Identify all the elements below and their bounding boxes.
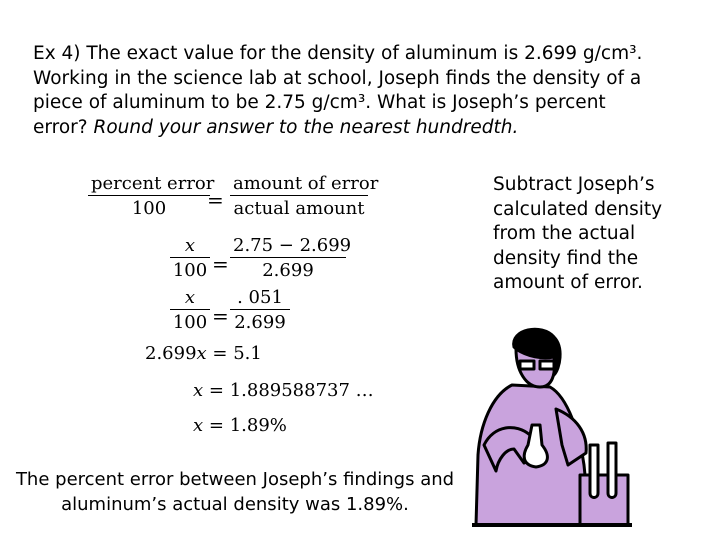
step6-equation bbox=[193, 415, 287, 436]
step1-right-fraction bbox=[230, 173, 379, 219]
step1-left-fraction bbox=[88, 173, 215, 219]
step3-right-denominator: 2.699 bbox=[234, 312, 286, 333]
step2-left-denominator: 100 bbox=[172, 260, 208, 281]
step5-equation bbox=[193, 380, 374, 401]
step4-result: = 5.1 bbox=[212, 343, 262, 364]
step1-equals: = bbox=[207, 188, 224, 212]
step2-left-numerator: x bbox=[170, 235, 210, 258]
problem-line-2: Working in the science lab at school, Joseph finds the density of a bbox=[33, 67, 642, 89]
step6-result: = 1.89% bbox=[208, 415, 287, 436]
conclusion-line-1: The percent error between Joseph’s findings and bbox=[15, 469, 455, 490]
problem-line-3: piece of aluminum to be 2.75 g/cm³. What is Joseph’s percent bbox=[33, 92, 606, 113]
step2-right-fraction bbox=[230, 235, 352, 281]
side-note: Subtract Joseph’s calculated density from the actual density find the amount of error. bbox=[493, 174, 663, 293]
step3-left-fraction bbox=[170, 287, 210, 333]
problem-line-4 bbox=[33, 116, 703, 141]
step1-left-denominator: 100 bbox=[131, 198, 167, 219]
step2-equals: = bbox=[212, 252, 229, 276]
step3-equals: = bbox=[212, 304, 229, 328]
step3-left-numerator: x bbox=[170, 287, 210, 310]
step3-right-numerator: . 051 bbox=[230, 287, 290, 310]
rounding-instruction: Round your answer to the nearest hundredth. bbox=[93, 116, 519, 138]
step2-left-fraction bbox=[170, 235, 210, 281]
scientist-lab-icon bbox=[472, 325, 632, 530]
problem-line-4-text: error? bbox=[33, 116, 94, 138]
step4-equation bbox=[145, 343, 262, 364]
step3-left-denominator: 100 bbox=[172, 312, 208, 333]
step4-coefficient: 2.699 bbox=[145, 343, 197, 364]
step4-variable: x bbox=[196, 343, 207, 364]
step1-right-denominator: actual amount bbox=[233, 198, 365, 219]
step1-left-numerator: percent error bbox=[88, 173, 210, 196]
step5-variable: x bbox=[193, 380, 204, 401]
conclusion bbox=[0, 467, 470, 517]
problem-line-1: Ex 4) The exact value for the density of aluminum is 2.699 g/cm³. bbox=[33, 43, 643, 64]
step1-right-numerator: amount of error bbox=[230, 173, 368, 196]
step5-result: = 1.889588737 … bbox=[208, 380, 374, 401]
conclusion-line-2: aluminum’s actual density was 1.89%. bbox=[61, 494, 409, 515]
step6-variable: x bbox=[193, 415, 204, 436]
step2-right-numerator: 2.75 − 2.699 bbox=[230, 235, 346, 258]
problem-statement bbox=[33, 42, 703, 140]
step2-right-denominator: 2.699 bbox=[262, 260, 314, 281]
step3-right-fraction bbox=[230, 287, 290, 333]
